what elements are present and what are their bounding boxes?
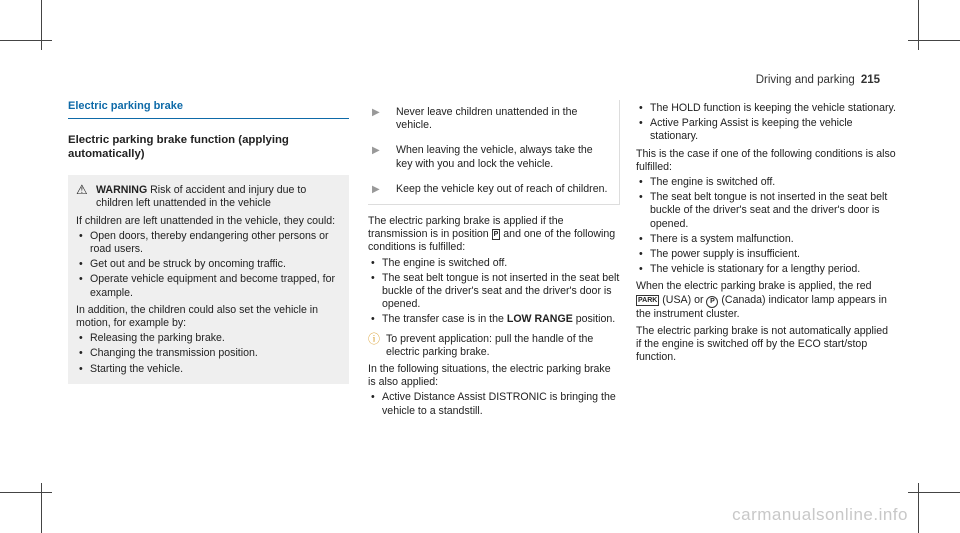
indicator-paragraph: When the electric parking brake is applied, the red PARK (USA) or P (Canada) indicator lamp appears in the instrument cluster. (636, 280, 887, 320)
list-item: • Active Parking Assist is keeping the vehicle stationary. (636, 117, 896, 143)
case-intro: This is the case if one of the following conditions is also fulfilled: (636, 147, 896, 173)
column-1 (68, 100, 349, 384)
crop-mark (41, 483, 42, 533)
crop-mark (908, 492, 960, 493)
park-lamp-icon: PARK (638, 296, 658, 304)
warning-para-1: If children are left unattended in the vehicle, they could: (76, 214, 336, 227)
warning-para-2: In addition, the children could also set the vehicle in motion, for example by: (76, 303, 319, 330)
arrow-right-icon: ▶ (372, 107, 380, 118)
action-step: ▶ Keep the vehicle key out of reach of children. (368, 183, 611, 196)
arrow-right-icon: ▶ (372, 183, 380, 195)
situations-list (368, 391, 620, 417)
crop-mark (918, 0, 919, 50)
column-2 (368, 100, 620, 418)
crop-mark (41, 0, 42, 50)
watermark: carmanualsonline.info (732, 505, 908, 524)
list-item: • The engine is switched off. (368, 257, 620, 270)
info-note-icon: ⓘ (368, 331, 381, 346)
list-item: • Active Distance Assist DISTRONIC is bringing the vehicle to a standstill. (368, 391, 620, 417)
list-item: • The vehicle is stationary for a lengthy period. (636, 263, 896, 276)
list-item: • Changing the transmission position. (76, 347, 341, 360)
parking-brake-p-icon: P (706, 296, 718, 308)
warning-list-2 (76, 332, 341, 376)
running-header (756, 74, 880, 86)
eco-paragraph: The electric parking brake is not automatically applied if the engine is switched off by the ECO start/stop function. (636, 324, 889, 364)
warning-triangle-icon: ⚠ (76, 182, 88, 198)
arrow-right-icon: ▶ (372, 145, 380, 157)
case-conditions-list (636, 176, 896, 276)
situations-list-continued (636, 102, 896, 144)
list-item: • The engine is switched off. (636, 176, 896, 189)
transmission-p-symbol: P (493, 231, 499, 239)
action-steps (368, 100, 620, 205)
crop-mark (908, 40, 960, 41)
list-item: • There is a system malfunction. (636, 233, 896, 246)
list-item: • The seat belt tongue is not inserted in the seat belt buckle of the driver's seat and the driver's door is opened. (368, 272, 620, 312)
list-item: • The power supply is insufficient. (636, 248, 896, 261)
section-title: Electric parking brake (68, 100, 349, 119)
crop-mark (0, 40, 52, 41)
page-number: 215 (860, 74, 880, 86)
list-item: • Get out and be struck by oncoming traffic. (76, 258, 341, 271)
following-paragraph: In the following situations, the electric parking brake is also applied: (368, 363, 611, 389)
list-item: • Starting the vehicle. (76, 363, 341, 376)
list-item: • The HOLD function is keeping the vehicle stationary. (636, 102, 896, 115)
conditions-list (368, 257, 620, 327)
warning-title: Risk of accident and injury due to children left unattended in the vehicle (96, 184, 307, 210)
list-item: • Open doors, thereby endangering other persons or road users. (76, 230, 341, 256)
warning-list-1 (76, 230, 341, 300)
warning-box (68, 175, 349, 384)
list-item: • Operate vehicle equipment and become trapped, for example. (76, 273, 341, 299)
note: ⓘ To prevent application: pull the handle of the electric parking brake. (368, 331, 594, 358)
list-item: • The seat belt tongue is not inserted in the seat belt buckle of the driver's seat and the driver's door is opened. (636, 191, 896, 231)
action-step: ▶ When leaving the vehicle, always take the key with you and lock the vehicle. (368, 144, 611, 170)
action-step: ▶ Never leave children unattended in the vehicle. (368, 106, 611, 132)
crop-mark (918, 483, 919, 533)
intro-paragraph: The electric parking brake is applied if the transmission is in position P and one of the following conditions is fulfilled: (368, 215, 616, 254)
column-3 (636, 100, 896, 364)
warning-label: WARNING (96, 184, 148, 197)
list-item: • Releasing the parking brake. (76, 332, 341, 345)
header-section: Driving and parking (755, 74, 855, 86)
subheading: Electric parking brake function (applying automatically) (68, 134, 289, 161)
list-item: • The transfer case is in the LOW RANGE position. (368, 313, 620, 326)
crop-mark (0, 492, 52, 493)
